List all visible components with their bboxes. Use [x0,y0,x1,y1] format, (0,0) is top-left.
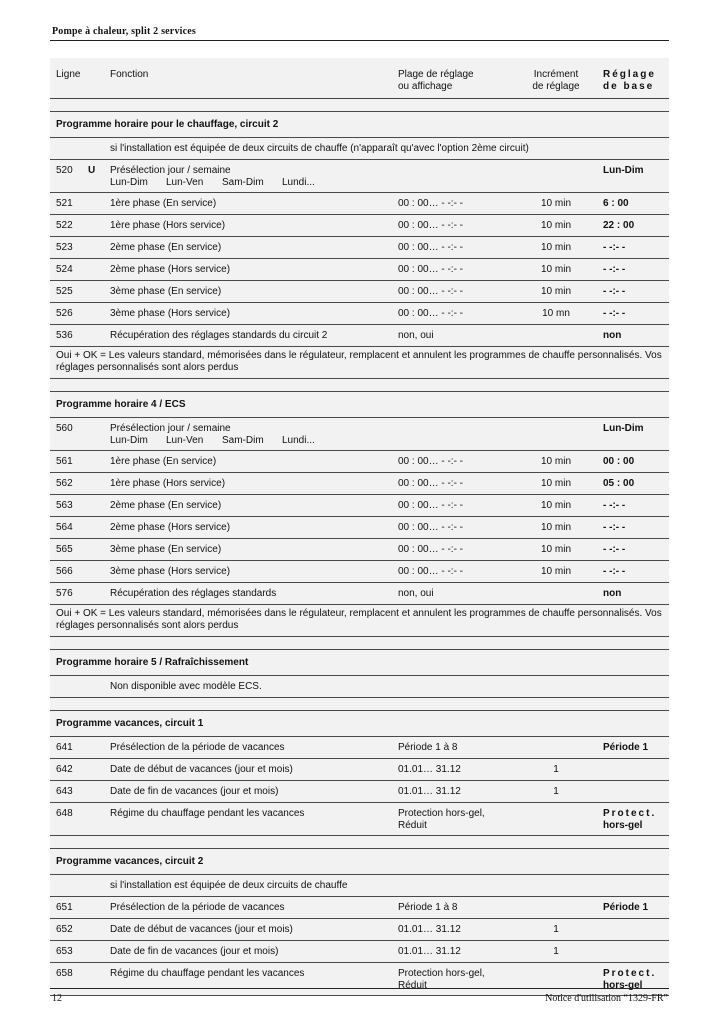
function-label: Régime du chauffage pendant les vacances [110,808,305,819]
increment-value: 10 min [540,544,571,555]
base-cell [603,742,648,754]
range-cell [398,808,485,832]
range-cell [398,902,458,914]
header-plage-line2: ou affichage [398,81,453,92]
function-label: Date de fin de vacances (jour et mois) [110,786,279,797]
base-value: 22 : 00 [603,220,635,231]
range-cell [398,588,434,600]
section-title: Programme horaire pour le chauffage, circuit 2 [56,119,279,130]
header-increment-line2: de réglage [532,81,580,92]
base-cell [603,330,621,342]
base-cell [603,308,625,320]
range-value: 00 : 00… - -:- - [398,544,464,555]
section-title: Programme horaire 4 / ECS [56,399,186,410]
range-value-line2: Réduit [398,820,427,831]
table-row [50,160,669,193]
base-cell [603,242,625,254]
function-cell [110,423,322,447]
function-cell [110,198,216,210]
document-title: Pompe à chaleur, split 2 services [52,26,196,37]
range-cell [398,764,461,776]
range-cell [398,742,458,754]
base-cell [603,220,634,232]
range-value: 00 : 00… - -:- - [398,478,464,489]
day-option: Sam-Dim [222,435,264,446]
base-value: - -:- - [603,566,626,577]
function-cell [110,924,293,936]
range-cell [398,544,463,556]
header-increment-line1: Incrément [533,69,579,80]
range-value: 00 : 00… - -:- - [398,522,464,533]
table-row [50,215,669,237]
function-cell [110,946,278,958]
range-cell [398,286,463,298]
increment-value: 1 [553,946,559,957]
base-value: - -:- - [603,522,626,533]
line-number: 576 [56,588,73,599]
range-cell [398,264,463,276]
base-cell [603,286,625,298]
header-base [603,69,656,93]
line-number: 526 [56,308,73,319]
range-value: Protection hors-gel, [398,968,485,979]
base-value: 05 : 00 [603,478,635,489]
base-cell [603,478,634,490]
range-value: Période 1 à 8 [398,742,458,753]
header-base-line2: de base [603,81,655,92]
table-row [50,561,669,583]
base-value: Période 1 [603,902,649,913]
function-label: Présélection jour / semaine [110,423,231,434]
day-option: Lundi... [282,435,315,446]
increment-value: 10 min [540,456,571,467]
table-row [50,473,669,495]
line-number: 563 [56,500,73,511]
base-value: Protect. [603,968,657,979]
function-label: Date de début de vacances (jour et mois) [110,924,293,935]
function-cell [110,330,327,342]
range-cell [398,500,463,512]
day-options [110,177,322,189]
base-value: - -:- - [603,544,626,555]
range-value: Protection hors-gel, [398,808,485,819]
range-value: 01.01… 31.12 [398,764,461,775]
function-cell [110,764,293,776]
table-row [50,325,669,347]
range-value: 00 : 00… - -:- - [398,242,464,253]
base-value: - -:- - [603,264,626,275]
condition-text: Non disponible avec modèle ECS. [110,681,262,692]
function-cell [110,902,285,914]
condition-text: si l'installation est équipée de deux circuits de chauffe (n'apparaît qu'avec l'option 2ème circuit) [110,143,529,154]
header-ligne: Ligne [56,69,81,80]
base-value: Lun-Dim [603,423,644,434]
function-label: Présélection jour / semaine [110,165,231,176]
range-cell [398,220,463,232]
note-row [50,347,669,379]
table-row [50,237,669,259]
base-value: - -:- - [603,500,626,511]
increment-value: 1 [553,924,559,935]
range-value: 00 : 00… - -:- - [398,286,464,297]
function-cell [110,808,304,820]
function-label: 3ème phase (En service) [110,286,222,297]
base-cell [603,522,625,534]
function-label: Présélection de la période de vacances [110,742,285,753]
function-cell [110,286,221,298]
line-number: 648 [56,808,73,819]
line-number: 522 [56,220,73,231]
table-body [50,99,669,996]
day-option: Lun-Dim [110,435,148,446]
range-value-line2: Réduit [398,980,427,991]
section-title-row [50,849,669,875]
function-cell [110,968,304,980]
line-number: 653 [56,946,73,957]
section-title-row [50,392,669,418]
header-plage [398,69,474,93]
base-value: - -:- - [603,308,626,319]
header-increment [525,69,587,93]
section-spacer [50,637,669,650]
section-title-row [50,650,669,676]
line-number: 566 [56,566,73,577]
base-cell [603,544,625,556]
base-value: non [603,588,622,599]
section-title: Programme horaire 5 / Rafraîchissement [56,657,249,668]
line-number: 641 [56,742,73,753]
function-label: 3ème phase (En service) [110,544,222,555]
top-rule [50,40,669,41]
range-value: 00 : 00… - -:- - [398,500,464,511]
function-label: 3ème phase (Hors service) [110,566,231,577]
function-cell [110,456,216,468]
range-value: 00 : 00… - -:- - [398,308,464,319]
function-cell [110,786,278,798]
base-cell [603,566,625,578]
range-value: 01.01… 31.12 [398,946,461,957]
base-cell [603,588,621,600]
base-cell [603,198,629,210]
function-label: Date de fin de vacances (jour et mois) [110,946,279,957]
function-label: Régime du chauffage pendant les vacances [110,968,305,979]
range-value: 01.01… 31.12 [398,924,461,935]
base-cell [603,456,634,468]
line-number: 565 [56,544,73,555]
base-value: 00 : 00 [603,456,635,467]
function-label: 2ème phase (Hors service) [110,264,231,275]
range-cell [398,924,461,936]
increment-value: 10 min [540,220,571,231]
base-value: Protect. [603,808,657,819]
table-row [50,897,669,919]
function-cell [110,220,225,232]
base-cell [603,423,644,435]
range-cell [398,566,463,578]
page-number: 12 [52,993,62,1004]
table-row [50,418,669,451]
function-cell [110,742,285,754]
base-cell [603,902,648,914]
function-label: 1ère phase (En service) [110,456,217,467]
parameter-table [50,58,669,996]
day-option: Sam-Dim [222,177,264,188]
base-value: Période 1 [603,742,649,753]
header-plage-line1: Plage de réglage [398,69,474,80]
table-row [50,781,669,803]
base-value-line2: hors-gel [603,980,643,991]
table-row [50,963,669,996]
line-number: 524 [56,264,73,275]
condition-row [50,138,669,160]
line-number: 520 [56,165,73,176]
section-title: Programme vacances, circuit 2 [56,856,204,867]
line-number: 536 [56,330,73,341]
table-row [50,737,669,759]
note-row [50,605,669,637]
footer-notice: Notice d'utilisation “1329-FR” [545,993,668,1004]
base-cell [603,500,625,512]
line-number: 651 [56,902,73,913]
base-value: 6 : 00 [603,198,629,209]
header-fonction: Fonction [110,69,149,80]
range-cell [398,242,463,254]
function-label: 3ème phase (Hors service) [110,308,231,319]
line-number: 561 [56,456,73,467]
range-value: non, oui [398,588,434,599]
table-row [50,303,669,325]
function-cell [110,544,221,556]
table-row [50,941,669,963]
function-cell [110,165,322,189]
function-cell [110,522,230,534]
day-options [110,435,322,447]
base-value: - -:- - [603,242,626,253]
day-option: Lun-Dim [110,177,148,188]
function-label: Présélection de la période de vacances [110,902,285,913]
base-cell [603,165,644,177]
line-number: 642 [56,764,73,775]
function-label: 2ème phase (Hors service) [110,522,231,533]
section-spacer [50,698,669,711]
table-row [50,451,669,473]
table-row [50,759,669,781]
table-row [50,281,669,303]
range-cell [398,522,463,534]
table-row [50,919,669,941]
table-header [50,58,669,99]
increment-value: 10 mn [542,308,570,319]
base-value-line2: hors-gel [603,820,643,831]
note-text: Oui + OK = Les valeurs standard, mémorisées dans le régulateur, remplacent et annulent les programmes de chauffe personnalisés. Vos réglages personnalisés sont alors perdus [56,350,662,373]
function-cell [110,566,230,578]
range-value: non, oui [398,330,434,341]
increment-value: 10 min [540,522,571,533]
table-row [50,803,669,836]
function-label: Récupération des réglages standards [110,588,277,599]
range-cell [398,478,463,490]
header-base-line1: Réglage [603,69,656,80]
base-cell [603,264,625,276]
section-spacer [50,379,669,392]
bottom-rule [50,988,669,989]
function-label: 1ère phase (Hors service) [110,220,226,231]
range-value: 00 : 00… - -:- - [398,566,464,577]
table-row [50,517,669,539]
table-row [50,193,669,215]
line-number: 658 [56,968,73,979]
line-number: 525 [56,286,73,297]
function-label: 2ème phase (En service) [110,500,222,511]
increment-value: 1 [553,764,559,775]
increment-value: 10 min [540,500,571,511]
base-value: non [603,330,622,341]
range-cell [398,946,461,958]
range-value: 00 : 00… - -:- - [398,198,464,209]
range-cell [398,786,461,798]
range-value: 00 : 00… - -:- - [398,264,464,275]
function-cell [110,242,221,254]
function-label: 1ère phase (En service) [110,198,217,209]
line-number: 560 [56,423,73,434]
line-number: 652 [56,924,73,935]
increment-value: 10 min [540,242,571,253]
day-option: Lun-Ven [166,177,204,188]
function-label: Récupération des réglages standards du circuit 2 [110,330,328,341]
day-option: Lun-Ven [166,435,204,446]
condition-row [50,875,669,897]
increment-value: 10 min [540,198,571,209]
function-label: 1ère phase (Hors service) [110,478,226,489]
base-value: - -:- - [603,286,626,297]
base-value: Lun-Dim [603,165,644,176]
range-value: Période 1 à 8 [398,902,458,913]
range-value: 01.01… 31.12 [398,786,461,797]
table-row [50,539,669,561]
function-cell [110,500,221,512]
range-cell [398,308,463,320]
function-cell [110,478,225,490]
base-cell [603,808,656,832]
increment-value: 10 min [540,264,571,275]
function-label: 2ème phase (En service) [110,242,222,253]
range-value: 00 : 00… - -:- - [398,220,464,231]
function-cell [110,308,230,320]
note-text: Oui + OK = Les valeurs standard, mémorisées dans le régulateur, remplacent et annulent les programmes de chauffe personnalisés. Vos réglages personnalisés sont alors perdus [56,608,662,631]
line-number: 523 [56,242,73,253]
day-option: Lundi... [282,177,315,188]
increment-value: 10 min [540,566,571,577]
range-cell [398,330,434,342]
line-number: 564 [56,522,73,533]
increment-value: 1 [553,786,559,797]
line-number: 521 [56,198,73,209]
table-row [50,583,669,605]
range-value: 00 : 00… - -:- - [398,456,464,467]
increment-value: 10 min [540,478,571,489]
user-level: U [88,165,96,176]
increment-value: 10 min [540,286,571,297]
section-spacer [50,836,669,849]
condition-text: si l'installation est équipée de deux circuits de chauffe [110,880,348,891]
function-cell [110,588,276,600]
table-row [50,495,669,517]
line-number: 643 [56,786,73,797]
section-title-row [50,112,669,138]
range-cell [398,456,463,468]
range-cell [398,198,463,210]
condition-row [50,676,669,698]
line-number: 562 [56,478,73,489]
section-title: Programme vacances, circuit 1 [56,718,204,729]
section-title-row [50,711,669,737]
function-label: Date de début de vacances (jour et mois) [110,764,293,775]
table-row [50,259,669,281]
section-spacer [50,99,669,112]
function-cell [110,264,230,276]
